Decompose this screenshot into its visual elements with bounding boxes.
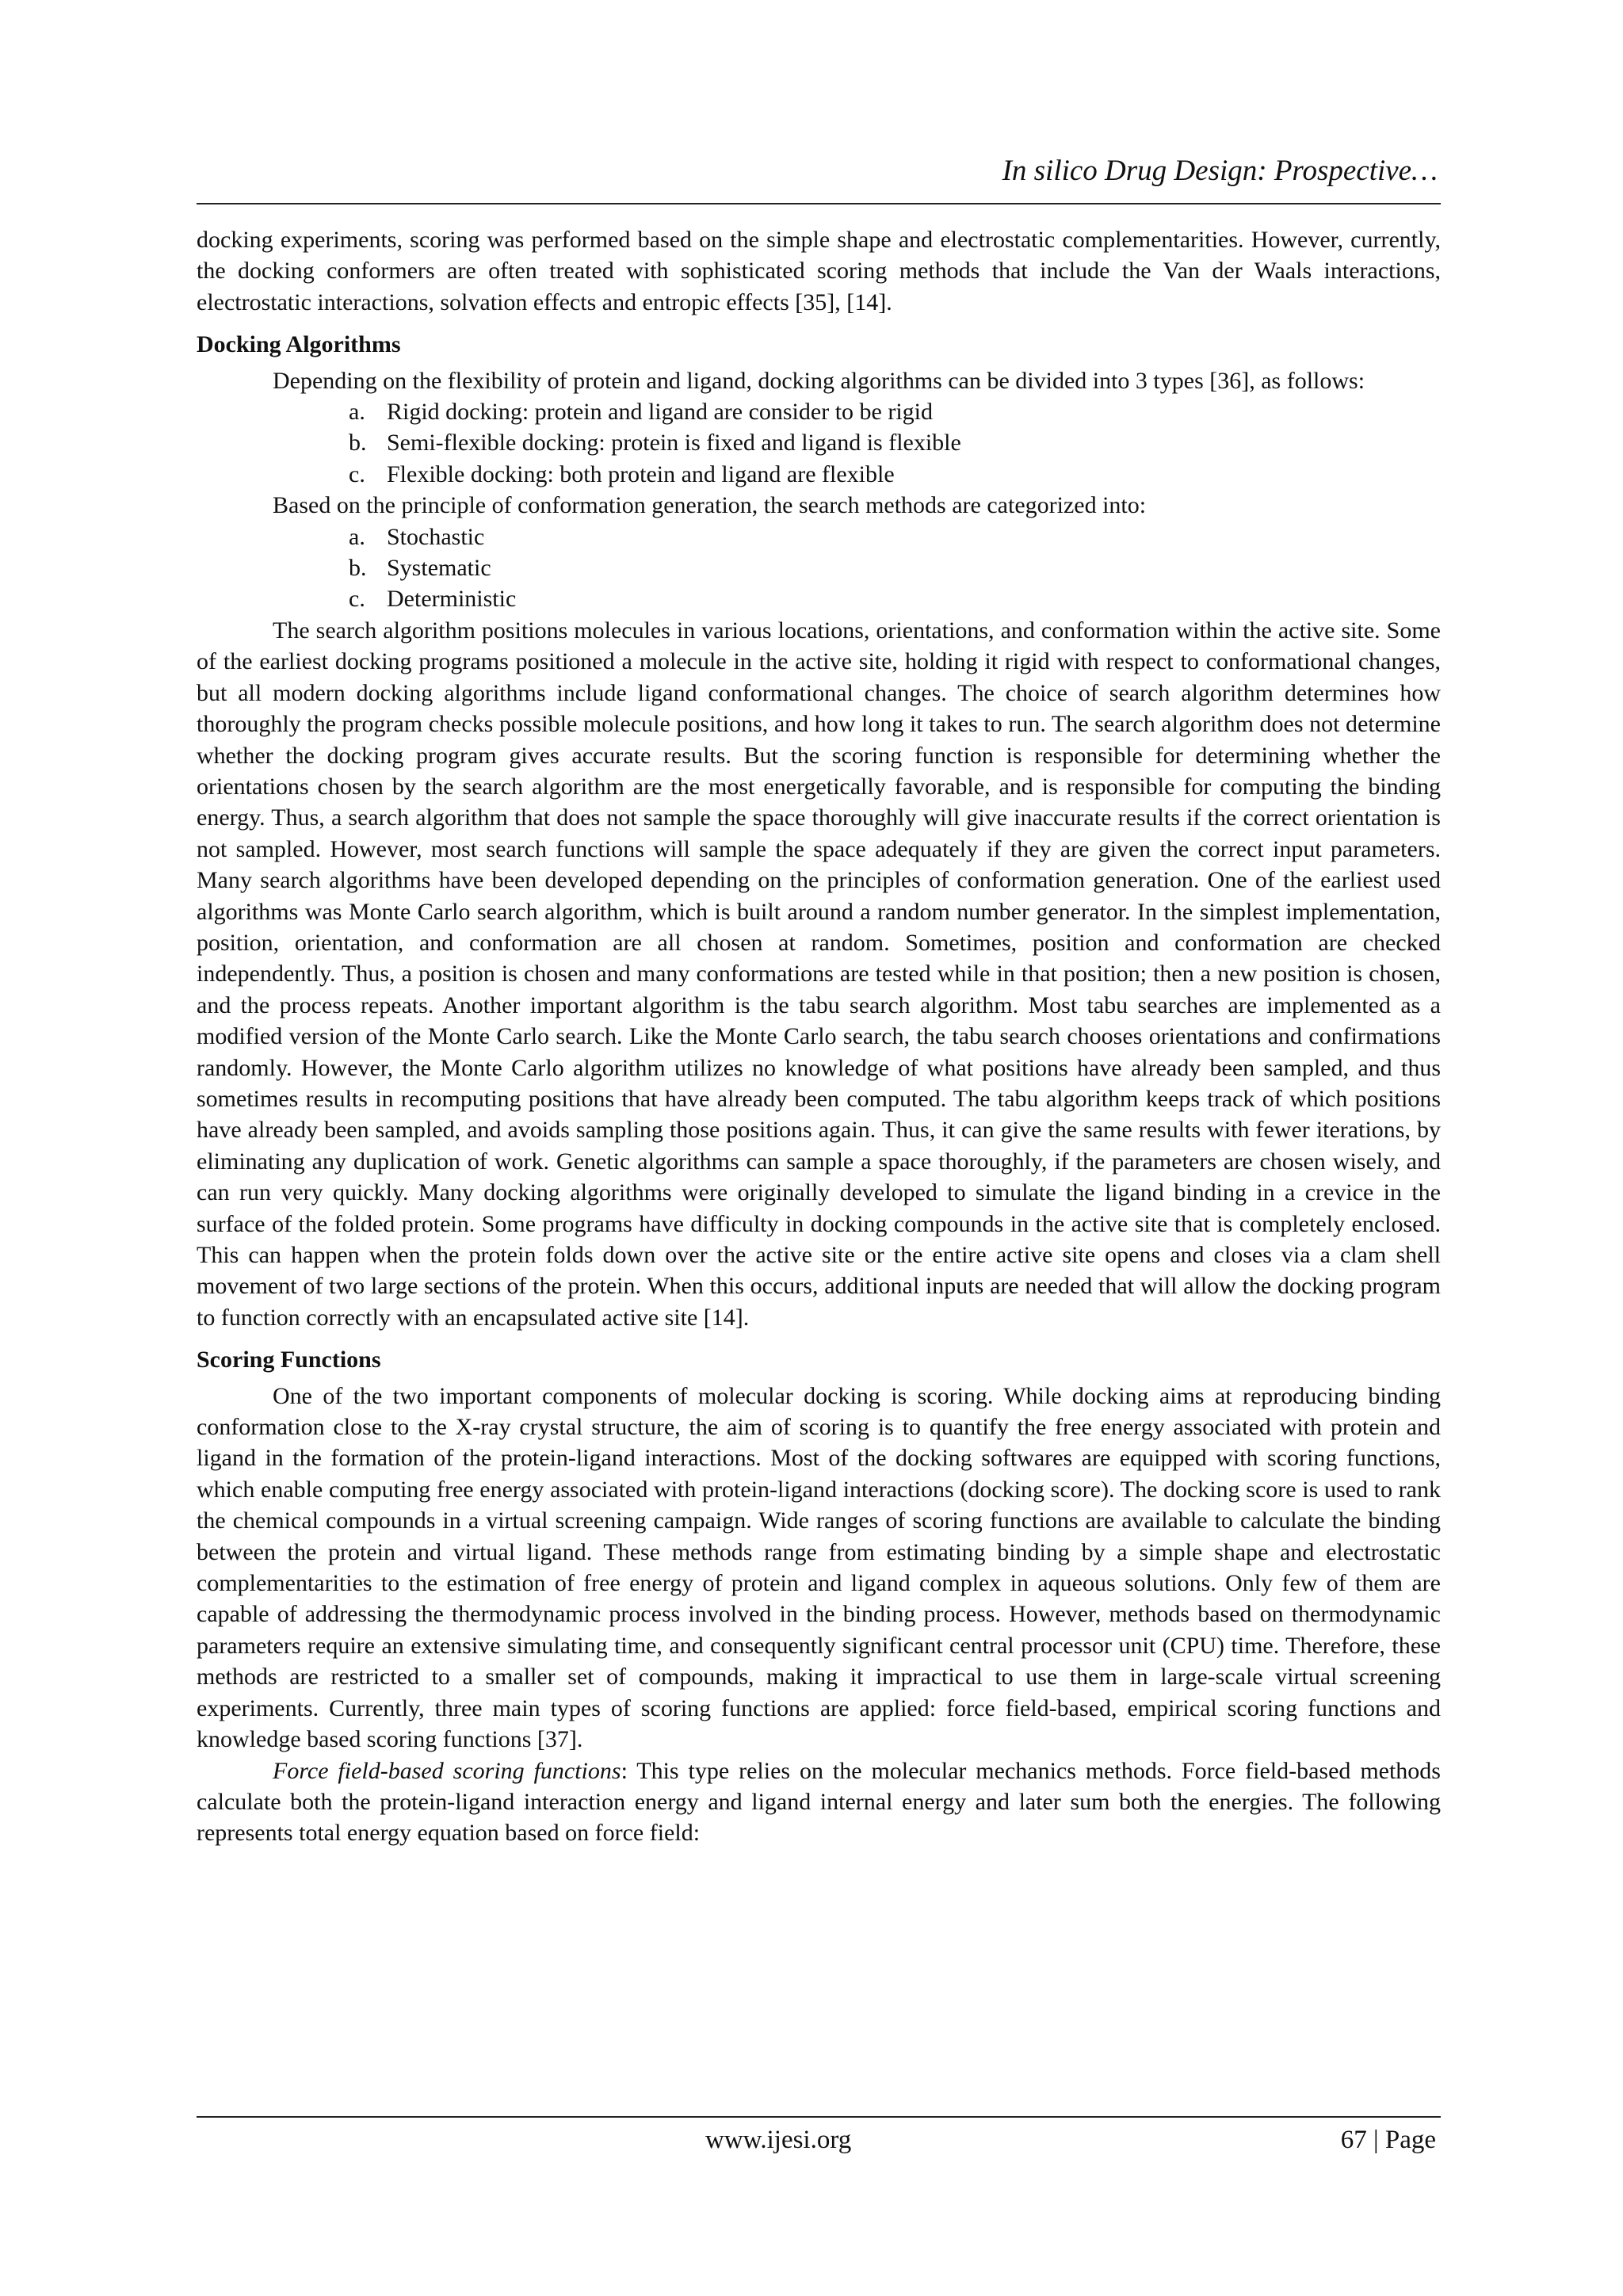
list-marker: c. bbox=[349, 460, 365, 487]
list-marker: a. bbox=[349, 399, 365, 426]
paragraph-search-algorithm: The search algorithm positions molecules in various locations, orientations, and conformation within the active site. Some of the earliest docking programs positioned a molecule in the active site, holding it rigid with respect to conformational changes, but all modern docking algorithms include ligand conformational changes. The choice of search algorithm determines how thoroughly the program checks possible molecule positions, and how long it takes to run. The search algorithm does not determine whether the docking program gives accurate results. But the scoring function is responsible for determining whether the orientations chosen by the search algorithm are the most energetically favorable, and is responsible for computing the binding energy. Thus, a search algorithm that does not sample the space thoroughly will give inaccurate results if the correct orientation is not sampled. However, most search functions will sample the space adequately if they are given the correct input parameters. Many search algorithms have been developed depending on the principles of conformation generation. One of the earliest used algorithms was Monte Carlo search algorithm, which is built around a random number generator. In the simplest implementation, position, orientation, and conformation are all chosen at random. Sometimes, position and conformation are checked independently. Thus, a position is chosen and many conformations are tested while in that position; then a new position is chosen, and the process repeats. Another important algorithm is the tabu search algorithm. Most tabu searches are implemented as a modified version of the Monte Carlo search. Like the Monte Carlo search, the tabu search chooses orientations and confirmations randomly. However, the Monte Carlo algorithm utilizes no knowledge of what positions have already been sampled, and thus sometimes results in recomputing positions that have already been computed. The tabu algorithm keeps track of which positions have already been sampled, and avoids sampling those positions again. Thus, it can give the same results with fewer iterations, by eliminating any duplication of work. Genetic algorithms can sample a space thoroughly, if the parameters are chosen wisely, and can run very quickly. Many docking algorithms were originally developed to simulate the ligand binding in a crevice in the surface of the folded protein. Some programs have difficulty in docking compounds in the active site that is completely enclosed. This can happen when the protein folds down over the active site or the entire active site opens and closes via a clam shell movement of two large sections of the protein. When this occurs, additional inputs are needed that will allow the docking program to function correctly with an encapsulated active site [14]. bbox=[197, 617, 1441, 1331]
paragraph-scoring: One of the two important components of molecular docking is scoring. While docking aims at reproducing binding conformation close to the X-ray crystal structure, the aim of scoring is to quantify the free energy associated with protein and ligand in the formation of the protein-ligand interactions. Most of the docking softwares are equipped with scoring functions, which enable computing free energy associated with protein-ligand interactions (docking score). The docking score is used to rank the chemical compounds in a virtual screening campaign. Wide ranges of scoring functions are available to calculate the binding between the protein and virtual ligand. These methods range from estimating binding by a simple shape and electrostatic complementarities to the estimation of free energy of protein and ligand complex in aqueous solutions. Only few of them are capable of addressing the thermodynamic process involved in the binding process. However, methods based on thermodynamic parameters require an extensive simulating time, and consequently significant central processor unit (CPU) time. Therefore, these methods are restricted to a smaller set of compounds, making it impractical to use them in large-scale virtual screening experiments. Currently, three main types of scoring functions are applied: force field-based, empirical scoring functions and knowledge based scoring functions [37]. bbox=[197, 1382, 1441, 1753]
article-body bbox=[197, 224, 1441, 1849]
force-field-text: : This type relies on the molecular mechanics methods. Force field-based methods calculate both the protein-ligand interaction energy and ligand internal energy and later sum both the energies. The following represents total energy equation based on force field: bbox=[197, 1757, 1441, 1847]
list-marker: b. bbox=[349, 430, 367, 457]
journal-website: www.ijesi.org bbox=[705, 2126, 852, 2154]
section-heading-scoring-functions: Scoring Functions bbox=[197, 1347, 381, 1373]
page-number: 67 | Page bbox=[1340, 2126, 1436, 2154]
running-header bbox=[197, 151, 1441, 204]
section-heading-docking-algorithms: Docking Algorithms bbox=[197, 331, 401, 358]
force-field-term: Force field-based scoring functions bbox=[273, 1757, 621, 1784]
list-item-text: Stochastic bbox=[387, 523, 485, 550]
list-item bbox=[349, 583, 1441, 614]
running-title: In silico Drug Design: Prospective… bbox=[1002, 155, 1438, 187]
search-methods-list bbox=[197, 521, 1441, 615]
list-marker: c. bbox=[349, 586, 365, 613]
running-footer bbox=[197, 2116, 1441, 2165]
list-item-text: Deterministic bbox=[387, 586, 517, 613]
list-marker: a. bbox=[349, 523, 365, 550]
list-item bbox=[349, 521, 1441, 552]
paragraph-force-field bbox=[197, 1755, 1441, 1849]
list-marker: b. bbox=[349, 555, 367, 582]
list-item-text: Flexible docking: both protein and ligand are flexible bbox=[387, 460, 895, 487]
list-item bbox=[349, 396, 1441, 427]
document-page bbox=[197, 151, 1441, 2259]
paragraph-search-methods: Based on the principle of conformation generation, the search methods are categorized into: bbox=[273, 492, 1147, 519]
paragraph-continuation: docking experiments, scoring was performed based on the simple shape and electrostatic complementarities. However, currently, the docking conformers are often treated with sophisticated scoring methods that include the Van der Waals interactions, electrostatic interactions, solvation effects and entropic effects [35], [14]. bbox=[197, 227, 1441, 315]
list-item-text: Rigid docking: protein and ligand are consider to be rigid bbox=[387, 399, 934, 426]
paragraph-algorithm-types: Depending on the flexibility of protein and ligand, docking algorithms can be divided into 3 types [36], as follows: bbox=[273, 367, 1365, 394]
docking-types-list bbox=[197, 396, 1441, 490]
list-item bbox=[349, 427, 1441, 458]
list-item bbox=[349, 459, 1441, 490]
list-item-text: Systematic bbox=[387, 555, 491, 582]
list-item bbox=[349, 552, 1441, 583]
list-item-text: Semi-flexible docking: protein is fixed and ligand is flexible bbox=[387, 430, 961, 457]
